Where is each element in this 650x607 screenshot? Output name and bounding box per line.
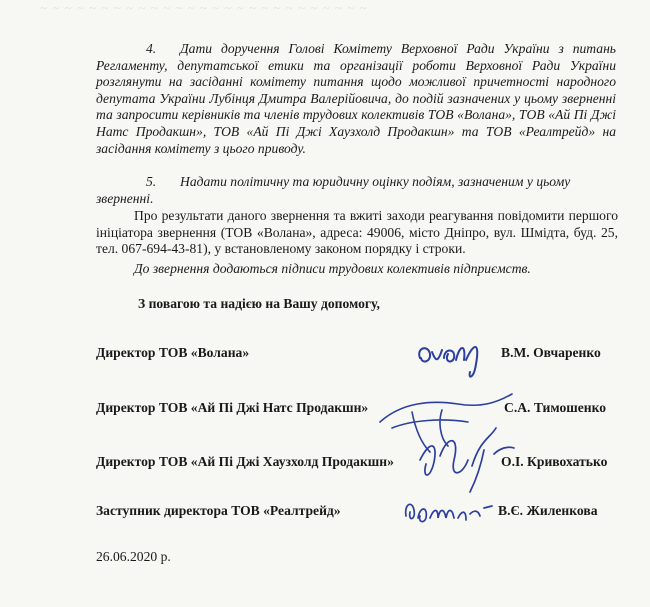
signature-row-1 [96, 345, 636, 369]
paragraph-results-text: Про результати даного звернення та вжиті заходи реагування повідомити першого ініціатора звернення (ТОВ «Волана», адреса: 49006, місто Дніпро, вул. Шмідта, буд. 25, тел. 067-694-43-81), у встановленому законом порядку і строки. [96, 208, 618, 257]
bleed-through-text: ~ ~ ~ ~ ~ ~ ~ ~ ~ ~ ~ ~ ~ ~ ~ ~ ~ ~ ~ ~ ~ ~ ~ ~ ~ ~ ~ [40, 0, 368, 15]
signature-role: Директор ТОВ «Ай Пі Джі Натс Продакшн» [96, 400, 369, 415]
signature-name: С.А. Тимошенко [504, 400, 607, 415]
paragraph-4 [96, 41, 616, 157]
paragraph-5-number: 5. [146, 174, 157, 189]
paragraph-5 [96, 174, 616, 207]
document-date: 26.06.2020 р. [96, 549, 171, 564]
paragraph-results [96, 208, 618, 258]
signature-role: Директор ТОВ «Ай Пі Джі Хаузхолд Продакшн» [96, 454, 394, 469]
paragraph-4-text: Дати доручення Голові Комітету Верховної Ради України з питань Регламенту, депутатської етики та організації роботи Верховної Ради України розглянути на засіданні комітету питання щодо можливої причетності народного депутата України Лубінця Дмитра Валерійовича, до подій зазначених у цьому зверненні та запросити керівників та членів трудових колективів ТОВ «Волана», ТОВ «Ай Пі Джі Натс Продакшн», ТОВ «Ай Пі Джі Хаузхолд Продакшн» та ТОВ «Реалтрейд» на засідання комітету з цього приводу. [96, 41, 616, 156]
signature-role: Директор ТОВ «Волана» [96, 345, 250, 360]
closing-line: З повагою та надією на Вашу допомогу, [138, 296, 380, 311]
signature-row-4 [96, 503, 636, 527]
signature-role: Заступник директора ТОВ «Реалтрейд» [96, 503, 341, 518]
paragraph-4-number: 4. [146, 41, 157, 56]
signature-name: В.Є. Жиленкова [498, 503, 598, 518]
signature-row-3 [96, 454, 636, 478]
signature-row-2 [96, 400, 636, 424]
paragraph-attachment: До звернення додаються підписи трудових колективів підприємств. [134, 261, 531, 276]
signature-name: В.М. Овчаренко [501, 345, 601, 360]
paragraph-5-text: Надати політичну та юридичну оцінку подіям, зазначеним у цьому зверненні. [96, 174, 571, 206]
signature-name: О.І. Кривохатько [501, 454, 608, 469]
